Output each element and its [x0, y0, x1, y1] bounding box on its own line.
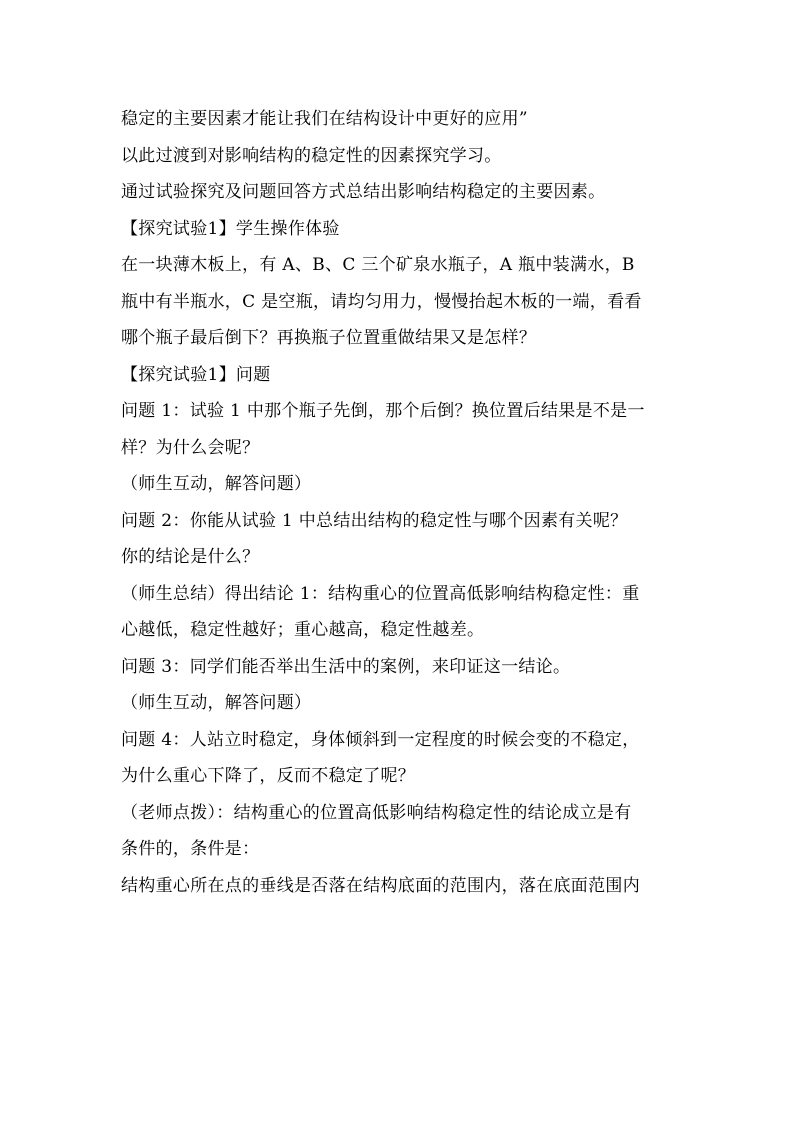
text-line: 为什么重心下降了，反而不稳定了呢？ — [121, 766, 416, 786]
text-line: 问题 4：人站立时稳定，身体倾斜到一定程度的时候会变的不稳定， — [121, 729, 640, 750]
text-line: 样？为什么会呢？ — [121, 437, 260, 458]
text-line: （师生总结）得出结论 1：结构重心的位置高低影响结构稳定性：重 — [121, 583, 640, 604]
text-line: 条件的，条件是： — [121, 839, 260, 859]
text-line: 结构重心所在点的垂线是否落在结构底面的范围内，落在底面范围内 — [121, 875, 640, 896]
text-line: 问题 1：试验 1 中那个瓶子先倒，那个后倒？换位置后结果是不是一 — [121, 401, 645, 421]
text-line: 心越低，稳定性越好；重心越高，稳定性越差。 — [121, 620, 485, 640]
text-line: 问题 3：同学们能否举出生活中的案例，来印证这一结论。 — [121, 656, 571, 677]
text-line: （老师点拨）：结构重心的位置高低影响结构稳定性的结论成立是有 — [121, 802, 632, 823]
text-line: 以此过渡到对影响结构的稳定性的因素探究学习。 — [121, 145, 502, 166]
text-line: 问题 2：你能从试验 1 中总结出结构的稳定性与哪个因素有关呢？ — [121, 510, 628, 531]
text-line: 瓶中有半瓶水，C 是空瓶，请均匀用力，慢慢抬起木板的一端，看看 — [121, 291, 642, 312]
text-line: 你的结论是什么？ — [121, 547, 260, 567]
text-line: 哪个瓶子最后倒下？再换瓶子位置重做结果又是怎样？ — [121, 328, 537, 348]
text-line: 在一块薄木板上，有 A、B、C 三个矿泉水瓶子，A 瓶中装满水，B — [121, 255, 635, 275]
section-heading: 【探究试验1】问题 — [121, 364, 271, 385]
text-line: 通过试验探究及问题回答方式总结出影响结构稳定的主要因素。 — [121, 182, 606, 202]
document-body — [121, 101, 681, 904]
section-heading: 【探究试验1】学生操作体验 — [121, 218, 340, 239]
text-line: （师生互动，解答问题） — [121, 474, 312, 494]
text-line: 稳定的主要因素才能让我们在结构设计中更好的应用” — [121, 109, 528, 129]
text-line: （师生互动，解答问题） — [121, 693, 312, 713]
